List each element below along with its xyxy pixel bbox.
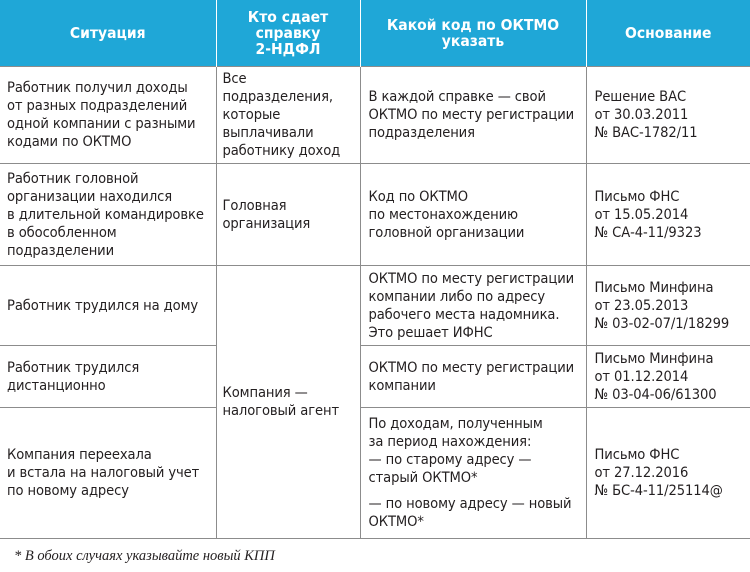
row4-basis: Письмо Минфина от 01.12.2014 № 03-04-06/61300: [586, 346, 750, 408]
table-row: [0, 164, 750, 266]
row2-situation: Работник головной организации находился в длительной командировке в обособленном подразделении: [0, 164, 216, 266]
row1-situation: Работник получил доходы от разных подразделений одной компании с разными кодами по ОКТМО: [0, 67, 216, 164]
row5-code: [360, 408, 586, 539]
row5-basis: Письмо ФНС от 27.12.2016 № БС-4-11/25114@: [586, 408, 750, 539]
row5-code-part1: По доходам, полученным за период нахождения: — по старому адресу — старый ОКТМО*: [368, 415, 543, 486]
header-code: Какой код по ОКТМО указать: [360, 0, 586, 67]
row3-code: ОКТМО по месту регистрации компании либо по адресу рабочего места надомника. Это решает ИФНС: [360, 266, 586, 346]
row1-who: Все подразделения, которые выплачивали работнику доход: [216, 67, 360, 164]
footnote: * В обоих случаях указывайте новый КПП: [14, 548, 275, 564]
row1-basis: Решение ВАС от 30.03.2011 № ВАС-1782/11: [586, 67, 750, 164]
table-row: [0, 266, 750, 346]
header-who: Кто сдает справку 2-НДФЛ: [216, 0, 360, 67]
header-basis: Основание: [586, 0, 750, 67]
table-row: [0, 67, 750, 164]
row5-situation: Компания переехала и встала на налоговый учет по новому адресу: [0, 408, 216, 539]
header-row: [0, 0, 750, 67]
row2-code: Код по ОКТМО по местонахождению головной организации: [360, 164, 586, 266]
table-row: [0, 346, 750, 408]
row4-situation: Работник трудился дистанционно: [0, 346, 216, 408]
header-situation: Ситуация: [0, 0, 216, 67]
row3-situation: Работник трудился на дому: [0, 266, 216, 346]
shared-who: Компания — налоговый агент: [216, 266, 360, 539]
row2-basis: Письмо ФНС от 15.05.2014 № СА-4-11/9323: [586, 164, 750, 266]
row4-code: ОКТМО по месту регистрации компании: [360, 346, 586, 408]
row5-code-part2: — по новому адресу — новый ОКТМО*: [368, 495, 572, 530]
row2-who: Головная организация: [216, 164, 360, 266]
row3-basis: Письмо Минфина от 23.05.2013 № 03-02-07/1/18299: [586, 266, 750, 346]
row1-code: В каждой справке — свой ОКТМО по месту регистрации подразделения: [360, 67, 586, 164]
table-row: [0, 408, 750, 539]
